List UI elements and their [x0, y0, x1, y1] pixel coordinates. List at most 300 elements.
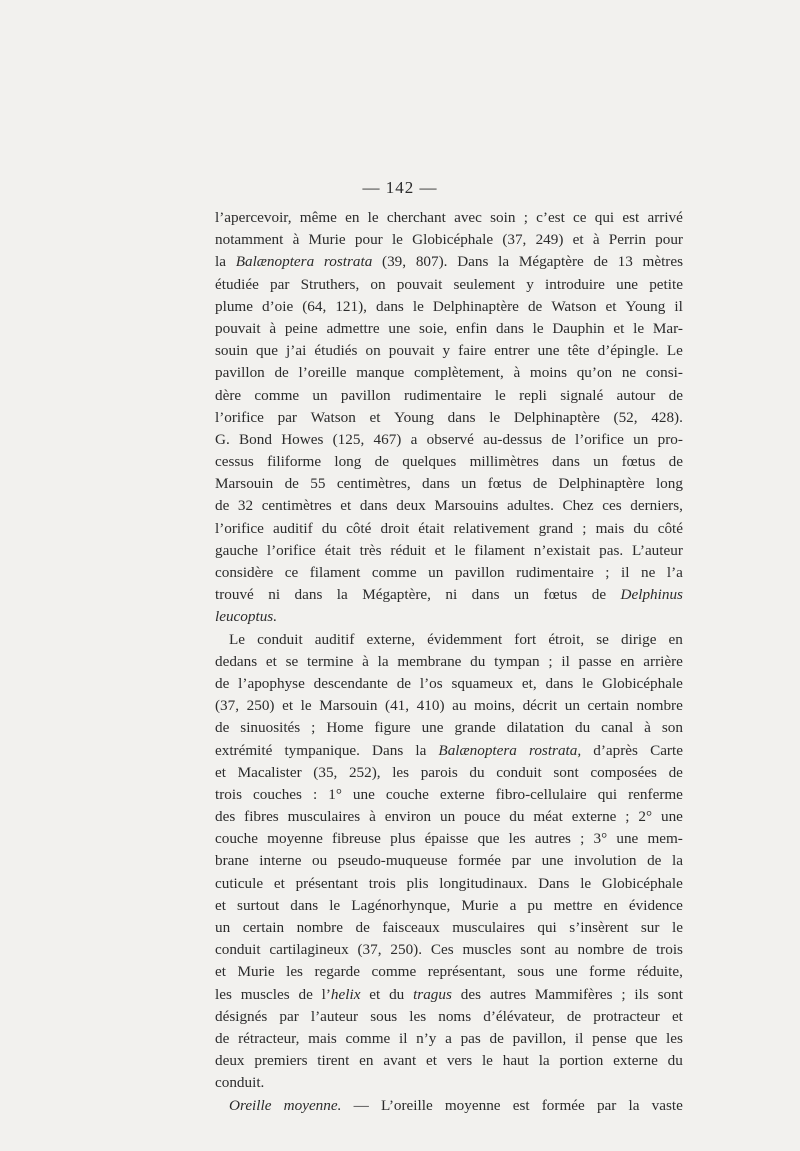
word: fort [514, 630, 537, 648]
word: de [215, 674, 230, 692]
word: peine [284, 319, 318, 337]
word: cessus [215, 453, 254, 471]
word: Delphinaptère [558, 475, 645, 493]
word: de [647, 852, 662, 870]
word: dilatation [506, 719, 565, 737]
word: : [312, 785, 318, 803]
word: évidence [628, 896, 683, 914]
word: nombre [296, 919, 343, 936]
word: Balænoptera [438, 741, 517, 759]
word: qui [597, 785, 618, 803]
word: Marsouin [319, 697, 378, 715]
word: Mar- [652, 319, 683, 337]
word: et [273, 874, 285, 892]
word: Marsouins [434, 497, 499, 515]
word: se [596, 630, 609, 648]
word: ; [580, 830, 585, 848]
word: environ [384, 808, 432, 826]
text-line [215, 518, 683, 540]
text-line [215, 917, 683, 939]
word: et [282, 697, 294, 715]
word: ce [573, 209, 587, 226]
word: pavillon [454, 564, 505, 581]
word: par [279, 1007, 299, 1025]
word: ne [621, 364, 637, 382]
word: le [412, 297, 424, 315]
word: c’est [536, 209, 565, 226]
word: du [633, 519, 649, 537]
word: figure [374, 719, 411, 737]
word: faisceaux [382, 919, 440, 936]
text-line [215, 340, 683, 362]
word: un [312, 386, 328, 404]
word: les [215, 985, 232, 1003]
word: dans [376, 297, 404, 315]
word: derniers, [630, 497, 683, 515]
word: côté [657, 519, 683, 537]
word: pour [354, 231, 383, 249]
word: pu [527, 896, 543, 914]
word: Delphinus [620, 586, 683, 604]
word: d’épingle. [597, 342, 659, 360]
word: une [352, 785, 375, 803]
word: 428). [651, 408, 683, 426]
word: conduit [215, 941, 261, 959]
word: de [396, 674, 412, 692]
word: de [284, 475, 299, 493]
word: l’apophyse [238, 674, 305, 692]
text-line [215, 629, 683, 651]
word: Oreille [229, 1096, 272, 1114]
word: décrit [522, 697, 558, 715]
word: mem- [647, 830, 683, 848]
word: réduite, [636, 963, 683, 981]
text-line [215, 473, 683, 495]
word: soie, [419, 319, 448, 337]
word: de [274, 364, 289, 382]
word: le [494, 386, 506, 404]
word: et [434, 541, 446, 559]
word: que [477, 830, 500, 848]
word: L’auteur [632, 541, 683, 559]
word: du [470, 652, 486, 670]
word: un [215, 919, 231, 936]
word: brane [215, 852, 249, 870]
word: fœtus [543, 586, 578, 604]
word: observé [426, 430, 474, 448]
word: de [593, 253, 608, 271]
word: Macalister [237, 763, 302, 781]
word: de [374, 453, 389, 471]
text-line [215, 717, 683, 739]
word: quelques [402, 453, 457, 471]
word: 55 [310, 475, 326, 493]
word: une [616, 275, 639, 293]
word: et [215, 896, 226, 914]
word: et [369, 408, 381, 426]
word: avant [383, 1052, 417, 1070]
word: Murie [308, 231, 346, 249]
word: ni [268, 586, 281, 604]
word: et [605, 297, 617, 315]
word: consi- [645, 364, 683, 382]
word: trouvé [215, 586, 254, 604]
word: protracteur [593, 1007, 660, 1025]
word: comme [254, 386, 300, 404]
text-line [215, 762, 683, 784]
word: de [632, 941, 648, 959]
word: très [359, 541, 382, 559]
word: Le [229, 630, 246, 648]
word: soin [490, 209, 516, 226]
word: de [298, 985, 313, 1003]
word: dirige [621, 630, 657, 648]
word: comme [371, 564, 417, 581]
word: était [418, 519, 445, 537]
word: seulement [453, 275, 516, 293]
word: étroit, [548, 630, 585, 648]
word: en [345, 209, 360, 226]
word: Dans [538, 874, 570, 892]
word: une [421, 719, 444, 737]
word: il [398, 1029, 408, 1047]
word: Carte [650, 741, 683, 759]
word: qu’on [576, 364, 613, 382]
word: à [362, 652, 369, 670]
word: pas [460, 1029, 481, 1047]
word: formée [541, 1096, 585, 1114]
word: rudimentaire [516, 564, 594, 581]
word: à [269, 319, 277, 337]
word: par [277, 408, 297, 426]
word: musculaires [452, 919, 525, 936]
word: haut [502, 1052, 529, 1070]
word: dans [552, 453, 580, 471]
word: l’orifice [215, 519, 264, 537]
word: passe [578, 652, 612, 670]
word: millimètres [469, 453, 539, 471]
word: Struthers, [300, 275, 360, 293]
body-text [215, 207, 683, 1117]
text-line [215, 1050, 683, 1072]
text-line [215, 673, 683, 695]
text-line [215, 651, 683, 673]
word: en [359, 1052, 374, 1070]
word: ; [523, 209, 528, 226]
word: ne [641, 564, 656, 581]
word: du [509, 808, 525, 826]
word: certain [587, 697, 629, 715]
page-number: — 142 — [362, 178, 438, 197]
word: centimètres, [336, 475, 411, 493]
word: plume [215, 297, 253, 315]
word: (35, [313, 763, 338, 781]
word: conduit. [215, 1074, 265, 1092]
word: à [513, 364, 521, 382]
word: souin [215, 342, 248, 360]
word: un [513, 586, 530, 604]
word: une [555, 963, 578, 981]
word: le [633, 319, 645, 337]
word: Globicéphale [601, 874, 683, 892]
word: vaste [651, 1096, 683, 1114]
word: Mégaptère [518, 253, 584, 271]
word: 250). [390, 941, 423, 959]
word: en [668, 630, 683, 648]
word: Dans [372, 741, 404, 759]
text-line [215, 695, 683, 717]
word: la [377, 652, 389, 670]
word: descendante [313, 674, 388, 692]
word: introduire [545, 275, 605, 293]
word: ; [625, 808, 630, 826]
word: (37, [357, 941, 382, 959]
word: Le [666, 342, 683, 360]
word: fibres [244, 808, 279, 826]
text-line [215, 362, 683, 384]
word: le [671, 919, 683, 936]
word: de [668, 386, 683, 404]
word: est [512, 1096, 530, 1114]
word: il [561, 652, 570, 670]
word: externe [571, 808, 617, 826]
word: sont [553, 763, 579, 781]
word: Murie [461, 896, 499, 914]
word: 250) [246, 697, 275, 715]
word: fœtus [487, 475, 522, 493]
word: moyenne. [283, 1096, 342, 1114]
word: et [265, 652, 277, 670]
word: couche [215, 830, 259, 848]
word: que [256, 342, 278, 360]
text-line [215, 606, 683, 628]
text-line [215, 784, 683, 806]
word: Chez [562, 497, 594, 515]
word: termine [307, 652, 354, 670]
word: (37, [215, 697, 240, 715]
word: le [454, 541, 466, 559]
word: comme [345, 1029, 391, 1047]
word: mais [595, 519, 625, 537]
word: ils [634, 985, 649, 1003]
word: Perrin [608, 231, 646, 249]
word: qui [594, 209, 615, 226]
word: plis [406, 874, 429, 892]
word: Young [394, 408, 434, 426]
word: Globicéphale [601, 674, 683, 692]
text-line [215, 828, 683, 850]
text-line [215, 961, 683, 983]
word: Globicéphale [412, 231, 494, 249]
word: les [286, 963, 303, 981]
word: à [292, 231, 300, 249]
word: il [674, 297, 683, 315]
word: se [285, 652, 299, 670]
word: de [215, 1029, 230, 1047]
word: couche [385, 785, 429, 803]
word: de [215, 497, 230, 515]
word: Marsouin [215, 475, 274, 493]
word: il [574, 1029, 584, 1047]
word: ; [548, 652, 553, 670]
word: 3° [593, 830, 608, 848]
word: faire [458, 342, 486, 360]
word: ou [312, 852, 328, 870]
word: sont [520, 941, 546, 959]
word: réduit [390, 541, 426, 559]
word: ni [445, 586, 458, 604]
word: dans [447, 408, 476, 426]
word: muscles [462, 941, 512, 959]
word: et [215, 763, 226, 781]
word: petite [649, 275, 683, 293]
word: G. [215, 430, 230, 448]
word: autres [534, 830, 571, 848]
word: de [668, 453, 683, 471]
word: pas. [599, 541, 624, 559]
word: le [391, 231, 403, 249]
word: plus [390, 830, 416, 848]
word: Young [625, 297, 666, 315]
word: et, [521, 674, 537, 692]
word: son [661, 719, 683, 737]
word: côté [346, 519, 372, 537]
word: vers [446, 1052, 473, 1070]
word: dans [545, 674, 574, 692]
word: le [582, 674, 594, 692]
word: auditif [273, 519, 313, 537]
word: mais [308, 1029, 337, 1047]
word: en [620, 652, 635, 670]
word: trois [368, 874, 396, 892]
word: deux [215, 1052, 245, 1070]
word: fibro-cellulaire [495, 785, 587, 803]
text-line [215, 1028, 683, 1050]
word: autour [616, 386, 656, 404]
word: (52, [613, 408, 638, 426]
word: un [633, 430, 649, 448]
word: le [489, 408, 501, 426]
word: sont [657, 985, 683, 1003]
word: 467) [373, 430, 402, 448]
word: adultes. [507, 497, 554, 515]
word: grande [454, 719, 496, 737]
word: de [489, 1029, 504, 1047]
text-line [215, 495, 683, 517]
word: un [428, 564, 444, 581]
word: et [369, 985, 381, 1003]
word: de [551, 430, 566, 448]
word: externe [613, 1052, 658, 1070]
word: (39, [382, 253, 407, 271]
word: de [532, 475, 548, 493]
word: filament [309, 564, 361, 581]
word: longitudinaux. [439, 874, 528, 892]
text-line [215, 740, 683, 762]
text-line [215, 1072, 683, 1094]
word: de [591, 586, 607, 604]
word: Ces [430, 941, 454, 959]
word: une [541, 852, 564, 870]
word: rostrata [323, 253, 373, 271]
text-line [215, 296, 683, 318]
word: 13 [617, 253, 633, 271]
word: la [498, 253, 510, 271]
word: les [409, 1007, 427, 1025]
word: des [460, 985, 481, 1003]
word: un [461, 475, 477, 493]
word: et [215, 963, 226, 981]
word: externe, [366, 630, 416, 648]
text-line [215, 407, 683, 429]
word: (64, [302, 297, 327, 315]
word: et [613, 319, 625, 337]
word: au [554, 941, 569, 959]
word: trois [655, 941, 683, 959]
word: l’oreille [298, 364, 347, 382]
word: dans [290, 896, 319, 914]
word: a [410, 430, 418, 448]
word: par [511, 852, 531, 870]
word: dère [215, 386, 242, 404]
word: une [537, 342, 560, 360]
word: j’ai [286, 342, 307, 360]
word: d’élévateur, [483, 1007, 555, 1025]
text-line [215, 984, 683, 1006]
word: cuticule [215, 874, 264, 892]
word: l’orifice [575, 430, 624, 448]
word: signalé [560, 386, 604, 404]
word: de [355, 919, 370, 936]
word: l’a [666, 564, 683, 581]
word: certain [242, 919, 285, 936]
word: filiforme [267, 453, 322, 471]
word: portion [559, 1052, 604, 1070]
word: la [415, 741, 427, 759]
word: grand [538, 519, 574, 537]
word: membrane [397, 652, 462, 670]
word: 1° [328, 785, 342, 803]
word: composées [590, 763, 657, 781]
word: filament [474, 541, 525, 559]
word: mettre [553, 896, 593, 914]
word: musculaires [287, 808, 361, 826]
word: moyenne [267, 830, 323, 848]
word: pseudo-muqueuse [337, 852, 448, 870]
word: L’oreille [380, 1096, 433, 1114]
word: arrivé [647, 209, 683, 226]
text-line [215, 251, 683, 273]
word: arrière [643, 652, 683, 670]
word: gauche [215, 541, 259, 559]
word: à [644, 719, 651, 737]
word: Home [326, 719, 364, 737]
word: les [666, 1029, 683, 1047]
word: et [426, 1052, 437, 1070]
word: du [389, 985, 405, 1003]
word: complètement, [413, 364, 504, 382]
word: des [215, 808, 236, 826]
word: l’os [419, 674, 443, 692]
word: représentant, [427, 963, 506, 981]
word: (41, [385, 697, 410, 715]
word: que [635, 1029, 658, 1047]
word: du [321, 519, 337, 537]
word: du [575, 719, 591, 737]
word: entrer [494, 342, 530, 360]
word: pouvait [215, 319, 261, 337]
word: un [564, 697, 580, 715]
